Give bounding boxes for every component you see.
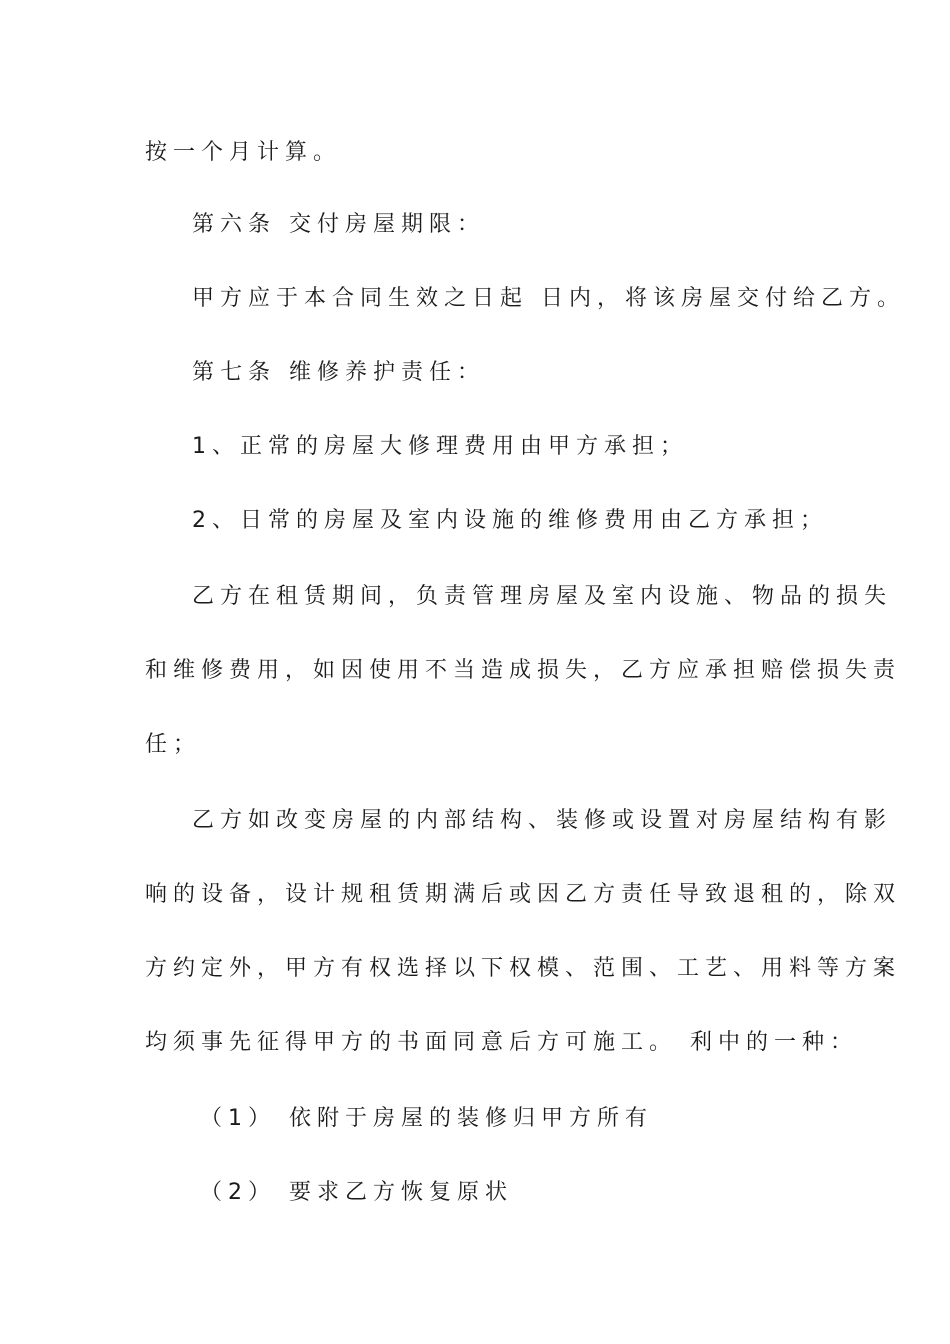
text-line: 方约定外，甲方有权选择以下权模、范围、工艺、用料等方案 [145,956,902,981]
text-line: 乙方在租赁期间，负责管理房屋及室内设施、物品的损失 [192,584,893,609]
list-item: 1、正常的房屋大修理费用由甲方承担； [192,434,688,459]
list-item: （2） 要求乙方恢复原状 [200,1180,513,1205]
text-line: 任； [145,732,202,757]
text-line: 乙方如改变房屋的内部结构、装修或设置对房屋结构有影 [192,808,893,833]
list-item: 2、日常的房屋及室内设施的维修费用由乙方承担； [192,508,828,533]
text-line: 均须事先征得甲方的书面同意后方可施工。 利中的一种： [145,1030,858,1055]
text-line: 和维修费用，如因使用不当造成损失，乙方应承担赔偿损失责 [145,658,902,683]
text-line: 按一个月计算。 [145,140,342,165]
text-line: 响的设备，设计规租赁期满后或因乙方责任导致退租的，除双 [145,882,902,907]
section-heading-article-7: 第七条 维修养护责任： [192,360,485,385]
list-item: （1） 依附于房屋的装修归甲方所有 [200,1106,653,1131]
text-line: 甲方应于本合同生效之日起 日内，将该房屋交付给乙方。 [192,286,905,311]
section-heading-article-6: 第六条 交付房屋期限： [192,212,485,237]
